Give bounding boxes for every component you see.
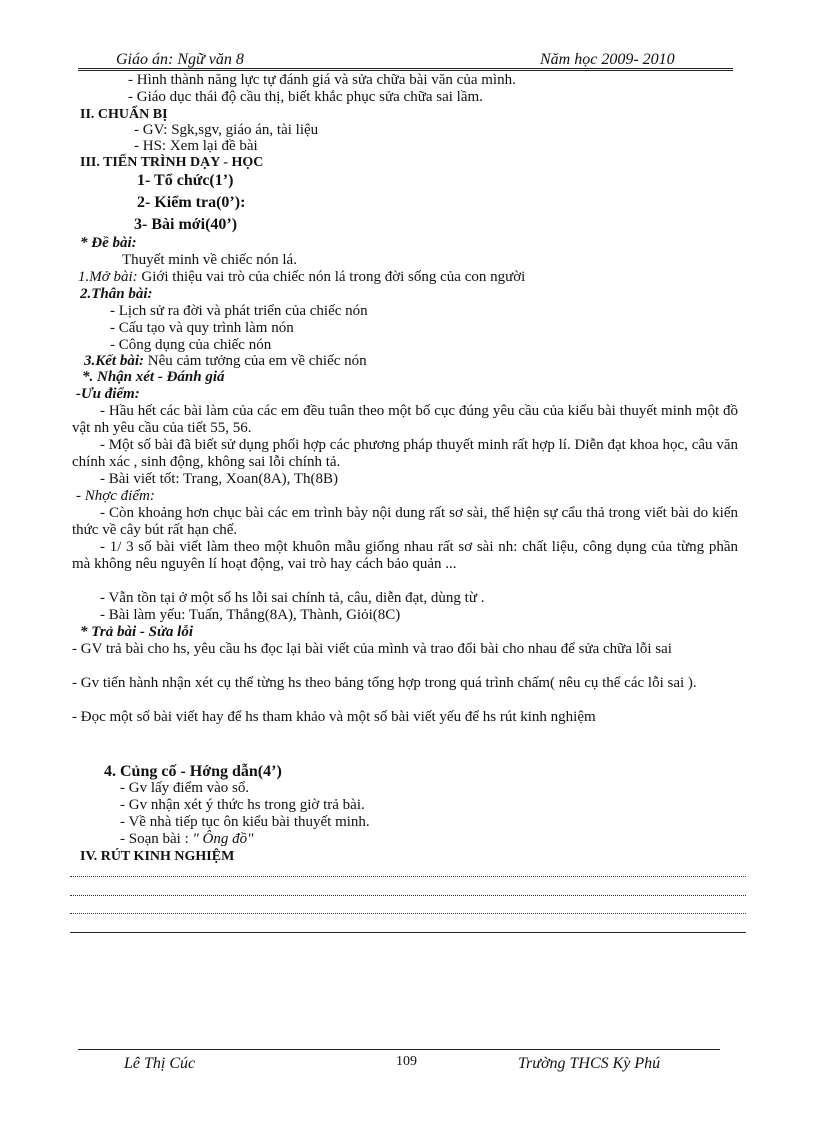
tra-bai-p3: - Đọc một số bài viết hay để hs tham khảo và một số bài viết yếu để hs rút kinh nghiệm xyxy=(72,709,596,725)
nhan-xet-label: *. Nhận xét - Đánh giá xyxy=(82,369,225,385)
than-bai-label: 2.Thân bài: xyxy=(80,286,153,302)
de-bai-text: Thuyết minh về chiếc nón lá. xyxy=(122,252,297,268)
mo-bai-text: Giới thiệu vai trò của chiếc nón lá trong đời sống của con người xyxy=(137,269,526,285)
soan-bai-prefix: - Soạn bài : xyxy=(120,831,193,847)
nhuoc-diem-label: - Nhợc điểm: xyxy=(76,488,155,504)
uu-diem-p1: - Hầu hết các bài làm của các em đều tuân theo một bố cục đúng yêu cầu của kiểu bài thuyết minh một đồ vật nh yêu cầu của tiết 55, 56. xyxy=(72,403,738,436)
notes-line-2 xyxy=(70,895,746,896)
step-1: 1- Tổ chức(1’) xyxy=(137,172,234,189)
objective-2: - Giáo dục thái độ cầu thị, biết khắc phục sửa chữa sai lầm. xyxy=(128,89,483,105)
cung-co-item-2: - Gv nhận xét ý thức hs trong giờ trả bài. xyxy=(120,797,365,813)
objective-1: - Hình thành năng lực tự đánh giá và sửa chữa bài văn của mình. xyxy=(128,72,516,88)
section-3-title: III. TIẾN TRÌNH DẠY - HỌC xyxy=(80,155,264,170)
notes-line-1 xyxy=(70,876,746,877)
tra-bai-p1: - GV trả bài cho hs, yêu cầu hs đọc lại bài viết của mình và trao đổi bài cho nhau để sửa chữa lỗi sai xyxy=(72,641,672,657)
uu-diem-label: -Ưu điểm: xyxy=(76,386,140,402)
step-2: 2- Kiểm tra(0’): xyxy=(137,194,246,211)
ket-bai-label: 3.Kết bài: xyxy=(84,353,144,369)
notes-line-4 xyxy=(70,932,746,933)
section-4-title: IV. RÚT KINH NGHIỆM xyxy=(80,849,235,864)
mo-bai-label: 1.Mở bài: xyxy=(78,269,138,285)
tra-bai-p2: - Gv tiến hành nhận xét cụ thể từng hs theo bảng tổng hợp trong quá trình chấm( nêu cụ thể các lỗi sai ). xyxy=(72,675,697,691)
uu-diem-p3: - Bài viết tốt: Trang, Xoan(8A), Th(8B) xyxy=(100,471,339,487)
header-rule-2 xyxy=(78,70,733,71)
tra-bai-label: * Trả bài - Sửa lỗi xyxy=(80,624,194,640)
footer-rule xyxy=(78,1049,720,1050)
prep-hs: - HS: Xem lại đề bài xyxy=(134,138,258,154)
nhuoc-diem-p4: - Bài làm yếu: Tuấn, Thắng(8A), Thành, Giỏi(8C) xyxy=(100,607,401,623)
step-3: 3- Bài mới(40’) xyxy=(134,216,238,233)
section-2-title: II. CHUẨN BỊ xyxy=(80,107,168,122)
header-right: Năm học 2009- 2010 xyxy=(540,51,675,68)
de-bai-label: * Đề bài: xyxy=(80,235,137,251)
soan-bai-line xyxy=(120,831,253,848)
mo-bai-line xyxy=(78,269,525,286)
footer-left: Lê Thị Cúc xyxy=(124,1055,196,1072)
nhuoc-diem-p1: - Còn khoảng hơn chục bài các em trình bày nội dung rất sơ sài, thể hiện sự cẩu thả trong viết bài do kiến thức về cây bút rất hạn chế. xyxy=(72,505,738,538)
uu-diem-p2: - Một số bài đã biết sử dụng phối hợp các phương pháp thuyết minh rất hợp lí. Diễn đạt khoa học, câu văn chính xác , sinh động, không sai lỗi chính tả. xyxy=(72,437,738,470)
than-bai-item-2: - Cấu tạo và quy trình làm nón xyxy=(110,320,294,336)
page-number: 109 xyxy=(396,1054,417,1069)
notes-line-3 xyxy=(70,913,746,914)
than-bai-item-3: - Công dụng của chiếc nón xyxy=(110,337,272,353)
header-left: Giáo án: Ngữ văn 8 xyxy=(116,51,244,68)
soan-bai-title: " Ông đồ" xyxy=(192,831,254,847)
header-rule xyxy=(78,68,733,69)
prep-gv: - GV: Sgk,sgv, giáo án, tài liệu xyxy=(134,122,319,138)
cung-co-item-1: - Gv lấy điểm vào sổ. xyxy=(120,780,250,796)
ket-bai-line xyxy=(84,353,367,370)
nhuoc-diem-p2: - 1/ 3 số bài viết làm theo một khuôn mẫu giống nhau rất sơ sài nh: chất liệu, công dụng của từng phần mà không nêu nguyên lí hoạt động, vai trò hay cách bảo quản ... xyxy=(72,539,738,572)
footer-right: Trường THCS Kỳ Phú xyxy=(518,1055,661,1072)
ket-bai-text: Nêu cảm tưởng của em về chiếc nón xyxy=(144,353,367,369)
cung-co-item-3: - Về nhà tiếp tục ôn kiểu bài thuyết minh. xyxy=(120,814,370,830)
than-bai-item-1: - Lịch sử ra đời và phát triển của chiếc nón xyxy=(110,303,368,319)
cung-co-title: 4. Củng cố - Hớng dẫn(4’) xyxy=(104,763,282,780)
nhuoc-diem-p3: - Vẫn tồn tại ở một số hs lỗi sai chính tả, câu, diễn đạt, dùng từ . xyxy=(100,590,485,606)
